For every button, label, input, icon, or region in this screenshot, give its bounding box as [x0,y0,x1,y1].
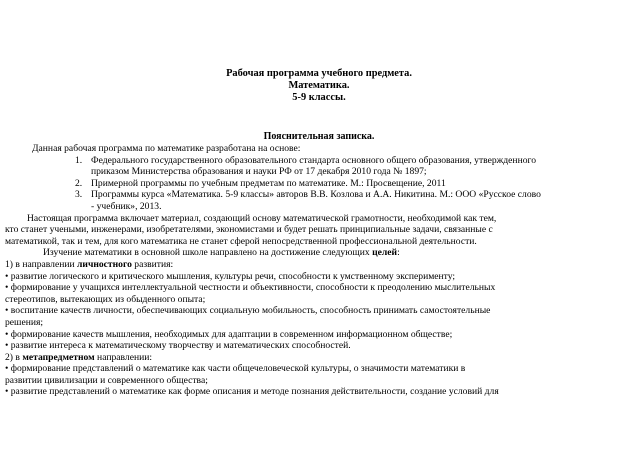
goals-intro [5,247,635,259]
list-item-line: Программы курса «Математика. 5-9 классы» авторов В.В. Козлова и А.А. Никитина. М.: ООО «Русское слово [91,189,541,201]
sources-list-item [5,178,635,190]
title-line-1: Рабочая программа учебного предмета. [226,68,412,79]
list-item-line: приказом Министерства образования и науки РФ от 17 декабря 2010 года № 1897; [91,166,427,178]
sources-list [5,155,635,213]
list-number: 3. [75,189,83,201]
list-item: • развитие логического и критического мышления, культуры речи, способности к умственному эксперименту; [5,270,456,282]
section-suffix: направлении: [94,351,153,363]
list-number: 2. [75,177,83,189]
section-keyword: личностного [77,258,132,270]
sources-list-item [5,189,635,212]
program-paragraph [5,213,635,248]
section-metasubject-heading [5,352,635,364]
list-item-line: Федерального государственного образовательного стандарта основного общего образования, утвержденного [91,154,536,166]
sources-list-item [5,155,635,178]
list-item-line: Примерной программы по учебным предметам по математике. М.: Просвещение, 2011 [91,177,446,189]
list-item: • формирование у учащихся интеллектуальной честности и объективности, способности к преодолению мыслительных [5,282,496,294]
section-prefix: 1) в направлении [5,258,78,270]
goals-intro-text: Изучение математики в основной школе направлено на достижение следующих [43,247,373,259]
list-item: • формирование качеств мышления, необходимых для адаптации в современном информационном обществе; [5,328,453,340]
list-item: • развитие представлений о математике как форме описания и методе познания действительности, создание условий для [5,386,499,398]
section-suffix: развития: [131,258,174,270]
list-item: развитии цивилизации и современного общества; [5,374,208,386]
document-title [0,68,638,105]
list-number: 1. [75,154,83,166]
paragraph-line: Настоящая программа включает материал, создающий основу математической грамотности, необходимой как тем, [27,212,497,224]
section-keyword: метапредметном [22,351,95,363]
paragraph-line: математикой, так и тем, для кого математика не станет сферой непосредственной профессиональной деятельности. [5,235,477,247]
document-body [5,143,635,398]
list-item: • развитие интереса к математическому творчеству и математических способностей. [5,340,351,352]
goals-keyword: целей [372,247,398,259]
section-personal-heading [5,259,635,271]
title-line-3: 5-9 классы. [292,92,346,104]
intro-sentence: Данная рабочая программа по математике разработана на основе: [32,143,301,154]
explanatory-note-heading: Пояснительная записка. [263,131,375,142]
section-prefix: 2) в [5,351,23,363]
paragraph-line: кто станет учеными, инженерами, изобретателями, экономистами и будет решать принципиальные задачи, связанные с [5,224,493,236]
title-line-2: Математика. [288,80,350,92]
list-item: решения; [5,316,44,328]
list-item: • воспитание качеств личности, обеспечивающих социальную мобильность, способность принимать самостоятельные [5,305,491,317]
list-item: • формирование представлений о математике как части общечеловеческой культуры, о значимости математики в [5,363,466,375]
list-item: стереотипов, вытекающих из обыденного опыта; [5,293,206,305]
list-item-line: - учебник», 2013. [91,200,162,212]
goals-colon: : [397,247,400,259]
